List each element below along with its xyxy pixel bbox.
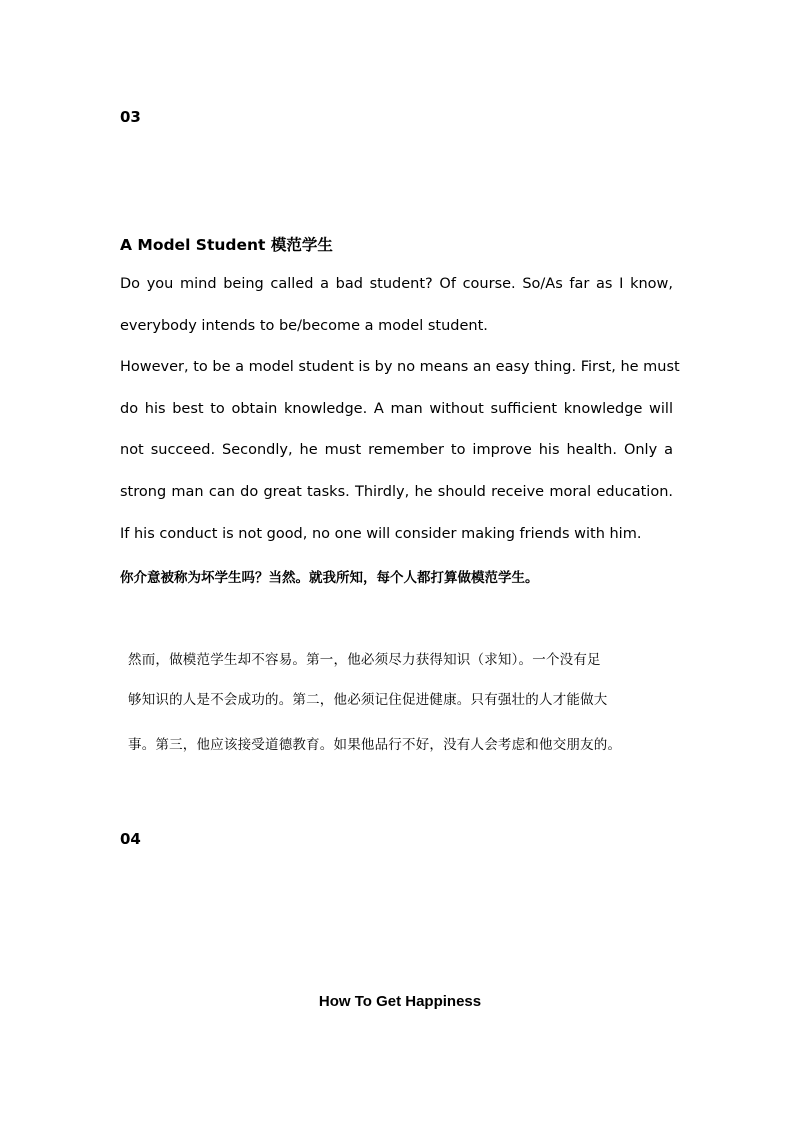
english-line-7: If his conduct is not good, no one will consider making friends with him. <box>120 526 642 542</box>
next-article-title: How To Get Happiness <box>318 993 482 1010</box>
english-line-3: However, to be a model student is by no means an easy thing. First, he must <box>120 359 680 375</box>
chinese-paragraph-line-3: 事。第三，他应该接受道德教育。如果他品行不好，没有人会考虑和他交朋友的。 <box>128 737 622 753</box>
chinese-line-1: 你介意被称为坏学生吗？当然。就我所知，每个人都打算做模范学生。 <box>120 570 539 586</box>
english-line-1: Do you mind being called a bad student? Of course. So/As far as I know, <box>120 276 673 292</box>
section-number-03: 03 <box>120 108 141 126</box>
english-line-4: do his best to obtain knowledge. A man without sufficient knowledge will <box>120 401 673 417</box>
section-number-04: 04 <box>120 830 141 848</box>
english-line-2: everybody intends to be/become a model student. <box>120 318 488 334</box>
english-line-5: not succeed. Secondly, he must remember to improve his health. Only a <box>120 442 673 458</box>
chinese-paragraph-line-1: 然而，做模范学生却不容易。第一，他必须尽力获得知识（求知）。一个没有足 <box>128 652 601 668</box>
chinese-paragraph-line-2: 够知识的人是不会成功的。第二，他必须记住促进健康。只有强壮的人才能做大 <box>128 692 608 708</box>
english-line-6: strong man can do great tasks. Thirdly, he should receive moral education. <box>120 484 673 500</box>
article-title: A Model Student 模范学生 <box>120 236 333 254</box>
